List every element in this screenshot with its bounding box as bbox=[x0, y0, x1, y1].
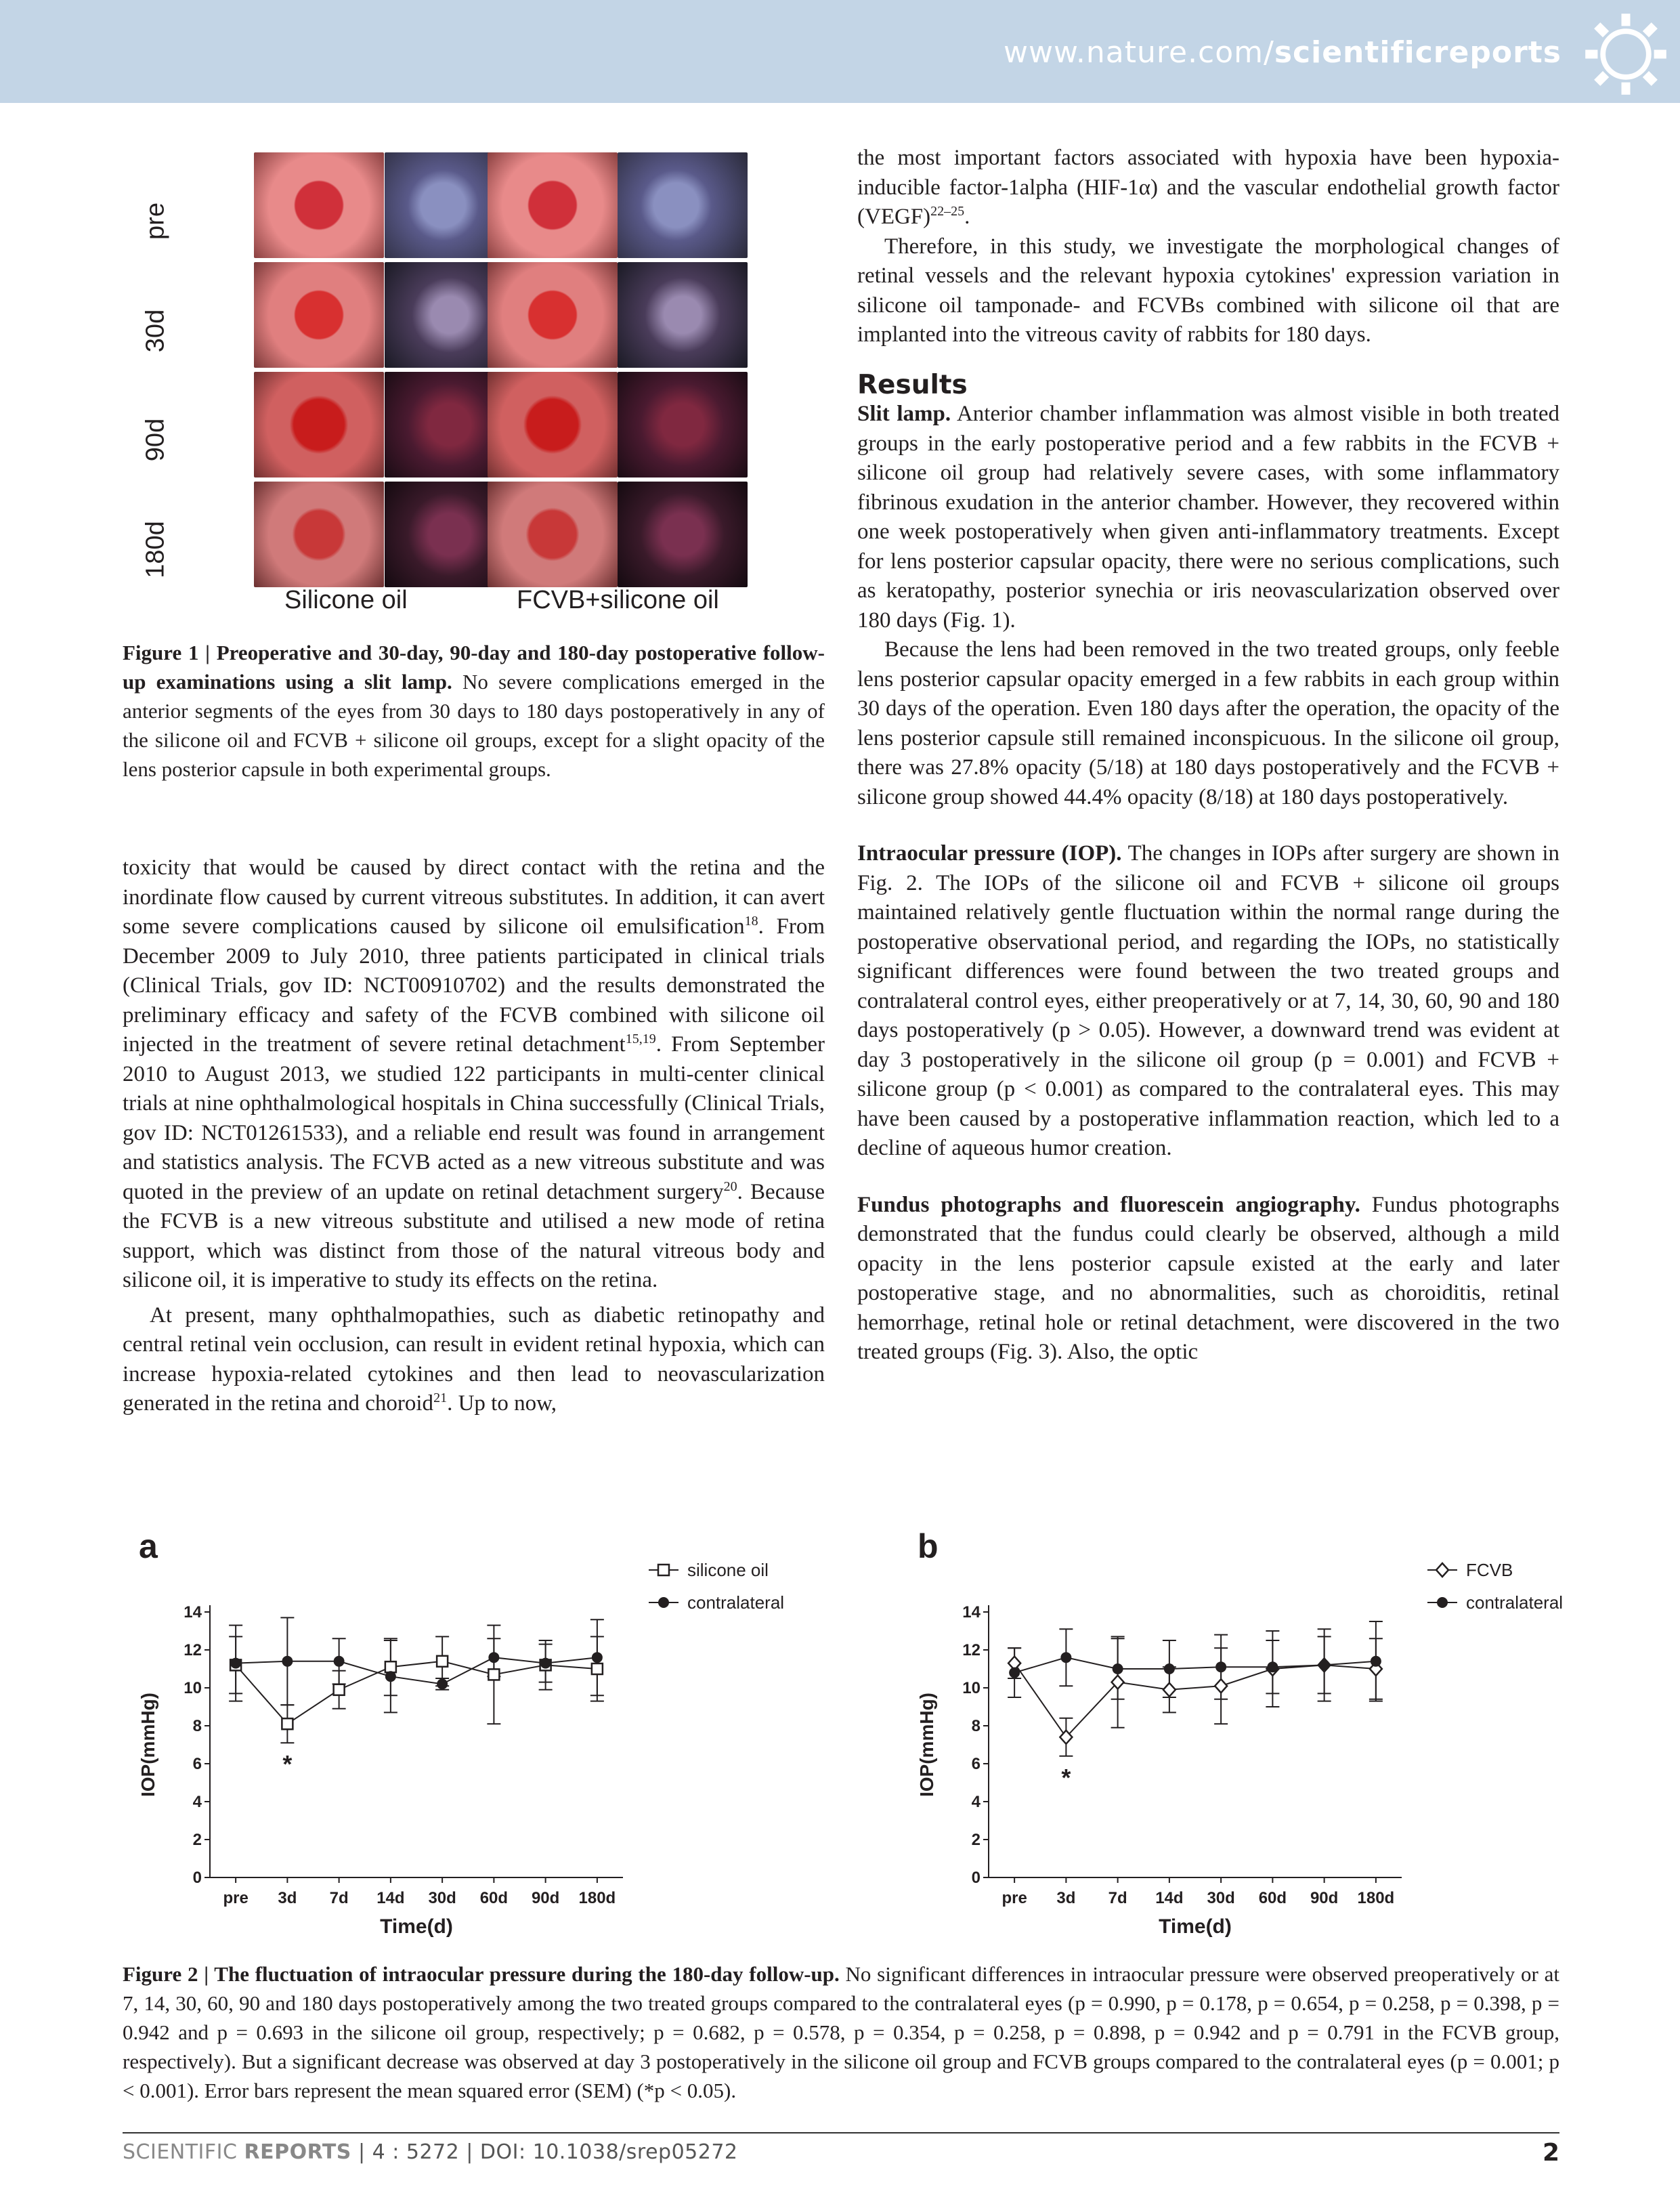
citation-ref[interactable]: 22–25 bbox=[930, 204, 965, 219]
paragraph: Slit lamp. Anterior chamber inflammation was almost visible in both treated groups in the early postoperative period and a few rabbits in the FCVB + silicone oil group had relatively severe cases, with some inflammatory fibrinous exudation in the anterior chamber. However, they recovered within one week postoperatively when given anti-inflammatory treatments. Except for lens posterior capsular opacity, there were no serious complications, such as keratopathy, posterior synechia or iris neovascularization observed over 180 days (Fig. 1). bbox=[857, 402, 1559, 633]
data-point bbox=[437, 1656, 448, 1667]
legend-marker bbox=[1437, 1597, 1448, 1608]
data-point bbox=[385, 1661, 396, 1672]
data-point bbox=[1267, 1661, 1278, 1672]
data-point bbox=[1215, 1661, 1226, 1672]
data-point bbox=[488, 1652, 499, 1663]
row-label-90d: 90d bbox=[141, 418, 170, 462]
slit-lamp-photo bbox=[254, 262, 384, 368]
x-tick-label: 3d bbox=[278, 1889, 297, 1907]
y-tick-label: 4 bbox=[971, 1793, 981, 1811]
x-tick-label: 7d bbox=[329, 1889, 349, 1907]
legend-label: contralateral bbox=[687, 1592, 785, 1613]
data-point bbox=[488, 1669, 499, 1680]
figure-2-label: Figure 2 bbox=[123, 1962, 198, 1986]
citation-ref[interactable]: 18 bbox=[744, 914, 758, 929]
data-point bbox=[1060, 1652, 1071, 1663]
x-axis-label: Time(d) bbox=[1159, 1915, 1232, 1938]
x-tick-label: 30d bbox=[428, 1889, 456, 1907]
column-label-silicone-oil: Silicone oil bbox=[284, 586, 408, 614]
significance-asterisk: * bbox=[282, 1750, 293, 1779]
row-label-30d: 30d bbox=[141, 309, 170, 353]
x-tick-label: pre bbox=[1001, 1889, 1027, 1907]
fundus-subheading: Fundus photographs and fluorescein angiography. bbox=[857, 1192, 1360, 1217]
legend-label: silicone oil bbox=[687, 1560, 769, 1580]
x-tick-label: 180d bbox=[578, 1889, 616, 1907]
x-tick-label: 60d bbox=[479, 1889, 509, 1907]
slit-lamp-subheading: Slit lamp. bbox=[857, 402, 951, 426]
y-tick-label: 10 bbox=[962, 1679, 981, 1697]
x-tick-label: 14d bbox=[376, 1889, 405, 1907]
data-point bbox=[1371, 1656, 1381, 1667]
y-tick-label: 8 bbox=[192, 1717, 202, 1735]
y-tick-label: 6 bbox=[192, 1755, 202, 1773]
iop-chart-fcvb bbox=[894, 1517, 1598, 1951]
journal-logo-icon bbox=[1582, 10, 1670, 98]
y-tick-label: 0 bbox=[971, 1869, 981, 1887]
y-tick-label: 8 bbox=[971, 1717, 981, 1735]
iop-chart-silicone-oil bbox=[115, 1517, 819, 1951]
journal-url[interactable]: www.nature.com/scientificreports bbox=[1003, 35, 1561, 70]
x-tick-label: 3d bbox=[1056, 1889, 1076, 1907]
citation-ref[interactable]: 21 bbox=[433, 1390, 448, 1405]
left-column-body bbox=[123, 853, 825, 1419]
figure-1-panel bbox=[122, 149, 819, 633]
page-number: 2 bbox=[1542, 2139, 1559, 2167]
data-point bbox=[592, 1663, 603, 1674]
citation-ref[interactable]: 20 bbox=[723, 1179, 737, 1194]
data-point bbox=[1319, 1659, 1330, 1670]
paragraph: Because the lens had been removed in the two treated groups, only feeble lens posterior capsular opacity emerged in a few rabbits in each group within 30 days of the operation. Even 180 days after the operation, the opacity of the lens posterior capsule still remained inconspicuous. In the silicone oil group, there was 27.8% opacity (5/18) at 180 days postoperatively and the FCVB + silicone group showed 44.4% opacity (8/18) at 180 days postoperatively. bbox=[857, 637, 1559, 809]
footer-citation: SCIENTIFIC REPORTS | 4 : 5272 | DOI: 10.1038/srep05272 bbox=[123, 2140, 738, 2164]
figure-1-label: Figure 1 bbox=[123, 641, 199, 664]
y-tick-label: 4 bbox=[192, 1793, 202, 1811]
data-point bbox=[1164, 1663, 1175, 1674]
panel-label: a bbox=[139, 1527, 158, 1565]
y-tick-label: 10 bbox=[184, 1679, 202, 1697]
x-tick-label: 60d bbox=[1258, 1889, 1287, 1907]
y-tick-label: 12 bbox=[184, 1641, 202, 1659]
y-axis-label: IOP(mmHg) bbox=[916, 1693, 937, 1797]
data-point bbox=[437, 1678, 448, 1689]
legend-marker bbox=[1436, 1563, 1448, 1577]
slit-lamp-photo bbox=[254, 152, 384, 258]
data-point bbox=[592, 1652, 603, 1663]
x-tick-label: 14d bbox=[1155, 1889, 1184, 1907]
slit-lamp-photo bbox=[254, 372, 384, 477]
paragraph: toxicity that would be caused by direct contact with the retina and the inordinate flow caused by current vitreous substitutes. In addition, it can avert some severe complications caused by silicone oil emulsification$^{18}$. From December 2009 to July 2010, three patients participated in clinical trials (Clinical Trials, gov ID: NCT00910702) and the results demonstrated the preliminary efficacy and safety of the FCVB combined with silicone oil injected in the treatment of severe retinal detachment$^{15,19}$. From September 2010 to August 2013, we studied 122 participants in multi-center clinical trials at nine ophthalmological hospitals in China successfully (Clinical Trials, gov ID: NCT01261533), and a reliable end result was found in arrangement and statistics analysis. The FCVB acted as a new vitreous substitute and was quoted in the preview of an update on retinal detachment surgery$^{20}$. Because the FCVB is a new vitreous substitute and utilised a new mode of retina support, which was distinct from those of the natural vitreous body and silicone oil, it is imperative to study its effects on the retina. bbox=[123, 855, 825, 1292]
paragraph: the most important factors associated with hypoxia have been hypoxia-inducible factor-1alpha (HIF-1α) and the vascular endothelial growth factor (VEGF)$^{22-25}$. bbox=[857, 146, 1559, 229]
paragraph: Fundus photographs and fluorescein angiography. Fundus photographs demonstrated that the fundus could clearly be observed, although a mild opacity in the lens posterior capsule existed at the early and later postoperative stage, and no abnormalities, such as choroiditis, retinal hemorrhage, retinal hole or retinal detachment, were discovered in the two treated groups (Fig. 3). Also, the optic bbox=[857, 1192, 1559, 1364]
slit-lamp-photo bbox=[488, 372, 618, 477]
row-label-pre: pre bbox=[141, 203, 170, 240]
slit-lamp-photo bbox=[254, 482, 384, 587]
data-point bbox=[540, 1658, 551, 1669]
slit-lamp-photo bbox=[618, 152, 748, 258]
paragraph: At present, many ophthalmopathies, such as diabetic retinopathy and central retinal vein occlusion, can result in evident retinal hypoxia, which can increase hypoxia-related cytokines and then lead to neovascularization generated in the retina and choroid$^{21}$. Up to now, bbox=[123, 1302, 825, 1416]
x-tick-label: 180d bbox=[1357, 1889, 1395, 1907]
paragraph: Therefore, in this study, we investigate the morphological changes of retinal vessels and the relevant hypoxia cytokines' expression variation in silicone oil tamponade- and FCVBs combined with silicone oil that are implanted into the vitreous cavity of rabbits for 180 days. bbox=[857, 234, 1559, 347]
paragraph: Intraocular pressure (IOP). The changes in IOPs after surgery are shown in Fig. 2. The IOPs of the silicone oil and FCVB + silicone oil groups maintained relatively gentle fluctuation within the normal range during the postoperative observational period, and regarding the IOPs, no statistically significant differences were found between the two treated groups and contralateral control eyes, either preoperatively or at 7, 14, 30, 60, 90 and 180 days postoperatively (p > 0.05). However, a downward trend was evident at day 3 postoperatively in the silicone oil group (p = 0.001) and FCVB + silicone group (p < 0.001) as compared to the contralateral eyes. This may have been caused by a postoperative inflammation reaction, which led to a decline of aqueous humor creation. bbox=[857, 841, 1560, 1160]
y-tick-label: 0 bbox=[192, 1869, 202, 1887]
slit-lamp-photo bbox=[488, 152, 618, 258]
right-column-body bbox=[857, 144, 1559, 1367]
x-tick-label: 30d bbox=[1207, 1889, 1235, 1907]
data-point bbox=[334, 1684, 345, 1695]
slit-lamp-photo bbox=[488, 262, 618, 368]
y-axis-label: IOP(mmHg) bbox=[137, 1693, 158, 1797]
legend-label: FCVB bbox=[1466, 1560, 1513, 1580]
y-tick-label: 14 bbox=[962, 1603, 981, 1621]
journal-header bbox=[0, 0, 1680, 103]
y-tick-label: 2 bbox=[971, 1831, 981, 1849]
data-point bbox=[1009, 1668, 1020, 1678]
series-line bbox=[1014, 1663, 1376, 1737]
results-heading: Results bbox=[857, 369, 968, 400]
data-point bbox=[1215, 1679, 1227, 1693]
x-tick-label: 90d bbox=[1310, 1889, 1339, 1907]
slit-lamp-photo bbox=[618, 482, 748, 587]
x-tick-label: pre bbox=[223, 1889, 249, 1907]
x-axis-label: Time(d) bbox=[380, 1915, 453, 1938]
y-tick-label: 14 bbox=[184, 1603, 202, 1621]
footer-divider bbox=[123, 2132, 1559, 2133]
y-tick-label: 6 bbox=[971, 1755, 981, 1773]
panel-label: b bbox=[918, 1527, 939, 1565]
x-tick-label: 90d bbox=[531, 1889, 560, 1907]
figure-2-caption: Figure 2 | The fluctuation of intraocular pressure during the 180-day follow-up. No significant differences in intraocular pressure were observed preoperatively or at 7, 14, 30, 60, 90 and 180 days postoperatively among the two treated groups compared to the contralateral eyes (p = 0.990, p = 0.178, p = 0.654, p = 0.258, p = 0.398, p = 0.942 and p = 0.693 in the silicone oil group, respectively; p = 0.682, p = 0.578, p = 0.354, p = 0.258, p = 0.898, p = 0.942 and p = 0.791 in the FCVB group, respectively). But a significant decrease was observed at day 3 postoperatively in the silicone oil group and FCVB groups compared to the contralateral eyes (p = 0.001; p < 0.001). Error bars represent the mean squared error (SEM) (*p < 0.05). bbox=[123, 1962, 1559, 2102]
data-point bbox=[230, 1658, 241, 1669]
figure-1-caption: Figure 1 | Preoperative and 30-day, 90-day and 180-day postoperative follow-up examinations using a slit lamp. No severe complications emerged in the anterior segments of the eyes from 30 days to 180 days postoperatively in any of the silicone oil and FCVB + silicone oil groups, except for a slight opacity of the lens posterior capsule in both experimental groups. bbox=[123, 641, 825, 781]
data-point bbox=[1163, 1683, 1176, 1697]
y-tick-label: 12 bbox=[962, 1641, 981, 1659]
figure-1-title: Preoperative and 30-day, 90-day and 180-day postoperative follow-up examinations using a slit lamp. bbox=[123, 641, 825, 694]
legend-marker bbox=[658, 1565, 669, 1575]
data-point bbox=[334, 1656, 345, 1667]
legend-label: contralateral bbox=[1466, 1592, 1564, 1613]
data-point bbox=[1113, 1663, 1123, 1674]
iop-subheading: Intraocular pressure (IOP). bbox=[857, 841, 1122, 866]
data-point bbox=[385, 1671, 396, 1682]
significance-asterisk: * bbox=[1061, 1763, 1071, 1791]
slit-lamp-photo bbox=[618, 372, 748, 477]
slit-lamp-photo bbox=[488, 482, 618, 587]
figure-2-title: The fluctuation of intraocular pressure during the 180-day follow-up. bbox=[214, 1962, 840, 1986]
row-label-180d: 180d bbox=[141, 521, 170, 578]
data-point bbox=[282, 1718, 293, 1729]
data-point bbox=[282, 1656, 293, 1667]
x-tick-label: 7d bbox=[1108, 1889, 1127, 1907]
y-tick-label: 2 bbox=[192, 1831, 202, 1849]
column-label-fcvb-silicone-oil: FCVB+silicone oil bbox=[517, 586, 719, 614]
citation-ref[interactable]: 15,19 bbox=[625, 1032, 656, 1046]
slit-lamp-photo bbox=[618, 262, 748, 368]
legend-marker bbox=[658, 1597, 669, 1608]
